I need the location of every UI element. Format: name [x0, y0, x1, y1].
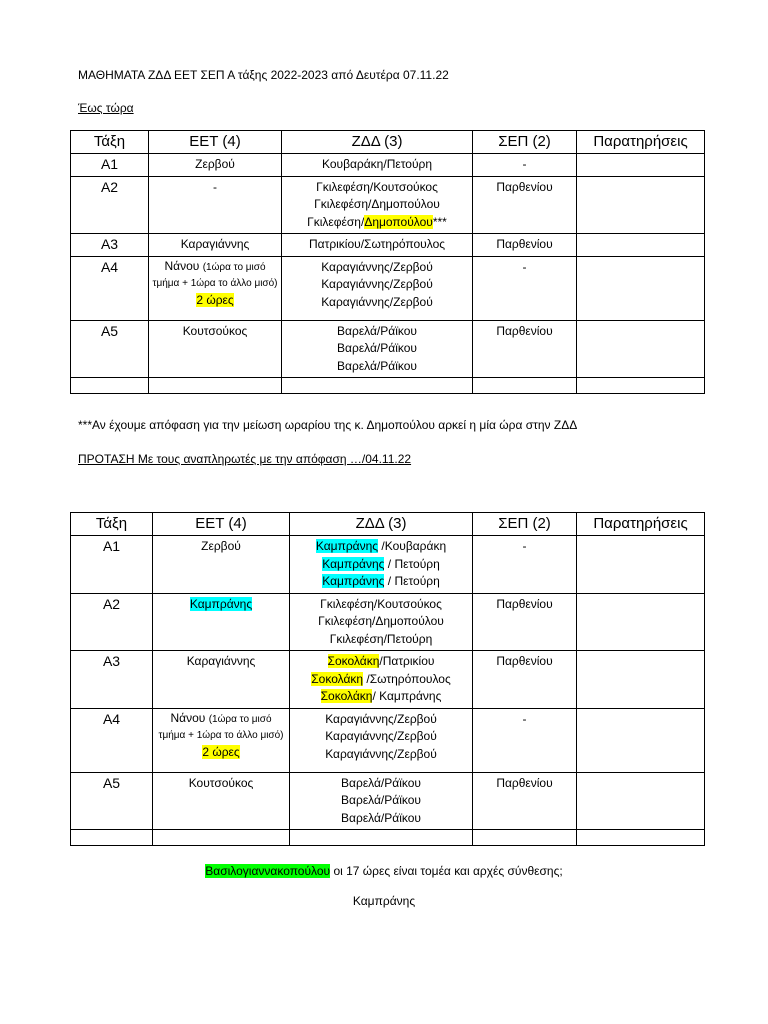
zdd-text: / Καμπράνης: [372, 689, 442, 703]
header-eet: ΕΕΤ (4): [149, 131, 282, 154]
empty-cell: [153, 830, 290, 846]
zdd-line: Γκιλεφέση/Πετούρη: [329, 631, 433, 646]
table-row: [71, 154, 705, 177]
class-cell: Α1: [71, 536, 153, 594]
class-cell: Α5: [71, 320, 149, 378]
empty-cell: [149, 378, 282, 394]
class-cell: Α4: [71, 708, 153, 772]
zdd-text: /Σωτηρόπουλος: [363, 671, 451, 686]
eet-cell: [153, 593, 290, 651]
highlighted-name: Δημοπούλου: [364, 214, 433, 229]
notes-cell: [577, 176, 705, 234]
zdd-line: Κουβαράκη/Πετούρη: [321, 157, 433, 171]
zdd-line: Βαρελά/Ράϊκου: [337, 341, 417, 355]
zdd-text: / Πετούρη: [384, 556, 440, 571]
sep-cell: -: [473, 708, 577, 772]
highlighted-name: Καμπράνης: [315, 539, 379, 553]
sep-cell: Παρθενίου: [473, 772, 577, 830]
class-cell: Α1: [71, 154, 149, 177]
footnote-text: ***Αν έχουμε απόφαση για την μείωση ωραρίου της κ. Δημοπούλου αρκεί η μία ώρα στην ΖΔΔ: [78, 418, 578, 432]
notes-cell: [577, 234, 705, 257]
eet-cell: Καραγιάννης: [149, 234, 282, 257]
hours-highlight: 2 ώρες: [202, 744, 240, 759]
eet-cell: Ζερβού: [153, 536, 290, 594]
zdd-line: Καραγιάννης/Ζερβού: [321, 259, 433, 274]
sep-cell: Παρθενίου: [473, 593, 577, 651]
table-row: [71, 320, 705, 378]
table-row-empty: [71, 830, 705, 846]
zdd-line: Πατρικίου/Σωτηρόπουλος: [308, 237, 446, 251]
table-row-empty: [71, 378, 705, 394]
highlighted-name: Βασιλογιαννακοπούλου: [205, 864, 331, 878]
zdd-text: Γκιλεφέση/: [307, 214, 365, 229]
class-cell: Α3: [71, 651, 153, 709]
schedule-table-current: [70, 130, 705, 394]
header-class: Τάξη: [71, 131, 149, 154]
eet-cell: [153, 708, 290, 772]
table-header-row: [71, 513, 705, 536]
notes-cell: [577, 708, 705, 772]
notes-cell: [577, 320, 705, 378]
zdd-text: / Πετούρη: [384, 574, 440, 588]
notes-cell: [577, 154, 705, 177]
sep-cell: Παρθενίου: [473, 320, 577, 378]
split-note: (1ώρα το μισό τμήμα + 1ώρα το άλλο μισό): [152, 261, 278, 289]
zdd-text: /Κουβαράκη: [378, 539, 447, 553]
teacher-name: Νάνου: [164, 258, 200, 273]
table-row: [71, 772, 705, 830]
sep-cell: Παρθενίου: [473, 234, 577, 257]
section-heading-current: Έως τώρα: [78, 101, 134, 115]
eet-cell: Κουτσούκος: [153, 772, 290, 830]
schedule-table-proposal: [70, 512, 705, 846]
zdd-line: Καραγιάννης/Ζερβού: [321, 294, 433, 309]
highlighted-name: Σοκολάκη: [327, 654, 380, 668]
footnote-mark: ***: [432, 214, 447, 229]
table-row: [71, 651, 705, 709]
header-notes: Παρατηρήσεις: [577, 131, 705, 154]
empty-cell: [473, 378, 577, 394]
sep-cell: -: [473, 536, 577, 594]
zdd-line: Καραγιάννης/Ζερβού: [325, 711, 437, 726]
zdd-line: [293, 573, 469, 591]
zdd-line: [293, 671, 469, 689]
zdd-cell: [290, 651, 473, 709]
header-sep: ΣΕΠ (2): [473, 513, 577, 536]
notes-cell: [577, 256, 705, 320]
table-row: [71, 256, 705, 320]
zdd-cell: [290, 593, 473, 651]
zdd-line: Καραγιάννης/Ζερβού: [321, 277, 433, 291]
sep-cell: Παρθενίου: [473, 651, 577, 709]
header-zdd: ΖΔΔ (3): [290, 513, 473, 536]
zdd-line: Βαρελά/Ράϊκου: [337, 358, 417, 373]
class-cell: Α4: [71, 256, 149, 320]
document-title: ΜΑΘΗΜΑΤΑ ΖΔΔ ΕΕΤ ΣΕΠ Α τάξης 2022-2023 από Δευτέρα 07.11.22: [78, 68, 449, 82]
hours-highlight: 2 ώρες: [196, 292, 234, 307]
eet-cell: [149, 256, 282, 320]
highlighted-name: Καμπράνης: [322, 556, 385, 571]
zdd-cell: [290, 536, 473, 594]
empty-cell: [290, 830, 473, 846]
zdd-line: Καραγιάννης/Ζερβού: [325, 729, 437, 743]
zdd-line: Βαρελά/Ράϊκου: [341, 775, 421, 790]
split-note: (1ώρα το μισό τμήμα + 1ώρα το άλλο μισό): [158, 713, 284, 741]
zdd-line: Βαρελά/Ράϊκου: [341, 810, 421, 825]
header-zdd: ΖΔΔ (3): [282, 131, 473, 154]
notes-cell: [577, 536, 705, 594]
zdd-cell: [282, 320, 473, 378]
sep-cell: Παρθενίου: [473, 176, 577, 234]
section-heading-proposal: ΠΡΟΤΑΣΗ Με τους αναπληρωτές με την απόφαση …/04.11.22: [78, 452, 412, 466]
header-class: Τάξη: [71, 513, 153, 536]
sep-cell: -: [473, 154, 577, 177]
eet-cell: Κουτσούκος: [149, 320, 282, 378]
class-cell: Α5: [71, 772, 153, 830]
empty-cell: [71, 378, 149, 394]
zdd-line: Καραγιάννης/Ζερβού: [325, 746, 437, 761]
class-cell: Α2: [71, 593, 153, 651]
highlighted-name: Σοκολάκη: [320, 689, 373, 703]
teacher-name: Νάνου: [170, 710, 206, 725]
zdd-cell: [282, 176, 473, 234]
footer-name: Καμπράνης: [352, 894, 416, 908]
zdd-line: [293, 688, 469, 706]
class-cell: Α3: [71, 234, 149, 257]
table-row: [71, 176, 705, 234]
table-row: [71, 593, 705, 651]
empty-cell: [473, 830, 577, 846]
zdd-line: Γκιλεφέση/Δημοπούλου: [318, 614, 444, 628]
zdd-line: [285, 214, 469, 232]
highlighted-name: Σοκολάκη: [311, 671, 364, 686]
zdd-line: Γκιλεφέση/Κουτσούκος: [316, 179, 438, 194]
zdd-line: Γκιλεφέση/Δημοπούλου: [314, 197, 440, 211]
notes-cell: [577, 651, 705, 709]
zdd-line: Γκιλεφέση/Κουτσούκος: [320, 596, 442, 611]
zdd-cell: [290, 772, 473, 830]
zdd-line: Βαρελά/Ράϊκου: [337, 323, 417, 338]
zdd-cell: [282, 256, 473, 320]
empty-cell: [577, 830, 705, 846]
zdd-line: Βαρελά/Ράϊκου: [341, 793, 421, 807]
header-notes: Παρατηρήσεις: [577, 513, 705, 536]
notes-cell: [577, 593, 705, 651]
empty-cell: [577, 378, 705, 394]
zdd-cell: [290, 708, 473, 772]
zdd-line: [293, 538, 469, 556]
eet-cell: Ζερβού: [149, 154, 282, 177]
zdd-line: [293, 653, 469, 671]
empty-cell: [71, 830, 153, 846]
class-cell: Α2: [71, 176, 149, 234]
eet-cell: -: [149, 176, 282, 234]
footer-question: [0, 864, 768, 878]
table-row: [71, 536, 705, 594]
zdd-cell: [282, 154, 473, 177]
footer-text: οι 17 ώρες είναι τομέα και αρχές σύνθεσης;: [330, 864, 563, 878]
highlighted-name: Καμπράνης: [189, 596, 253, 611]
table-row: [71, 708, 705, 772]
empty-cell: [282, 378, 473, 394]
eet-cell: Καραγιάννης: [153, 651, 290, 709]
notes-cell: [577, 772, 705, 830]
table-header-row: [71, 131, 705, 154]
table-row: [71, 234, 705, 257]
sep-cell: -: [473, 256, 577, 320]
header-sep: ΣΕΠ (2): [473, 131, 577, 154]
zdd-cell: [282, 234, 473, 257]
highlighted-name: Καμπράνης: [322, 574, 385, 588]
zdd-line: [293, 556, 469, 574]
header-eet: ΕΕΤ (4): [153, 513, 290, 536]
zdd-text: /Πατρικίου: [379, 654, 435, 668]
